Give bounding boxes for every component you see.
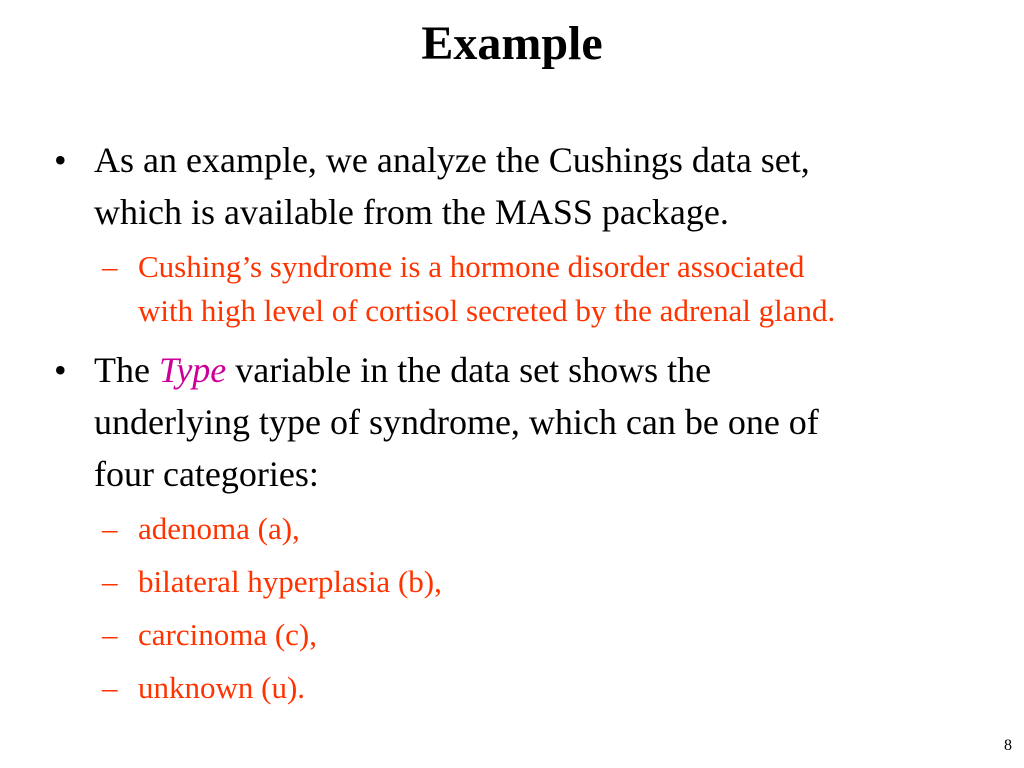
bullet-line: which is available from the MASS package.	[94, 192, 729, 232]
dash-marker: –	[102, 511, 118, 546]
slide-title: Example	[421, 17, 603, 70]
bullet-marker: •	[54, 140, 67, 180]
bullet-line	[94, 344, 994, 396]
category-item-carcinoma	[102, 613, 998, 657]
dash-marker: –	[102, 249, 118, 284]
bullet-text-prefix: The	[94, 350, 159, 390]
bullet-line: underlying type of syndrome, which can be one of	[94, 402, 819, 442]
bullet-type-variable	[54, 344, 994, 500]
sub-bullet-syndrome-definition	[102, 245, 998, 333]
sub-bullet-line: with high level of cortisol secreted by the adrenal gland.	[138, 293, 836, 328]
category-item-bilateral-hyperplasia	[102, 560, 998, 604]
bullet-text-suffix: variable in the data set shows the	[226, 350, 712, 390]
sub-bullet-line: Cushing’s syndrome is a hormone disorder associated	[138, 249, 805, 284]
category-item-unknown	[102, 666, 998, 710]
page-number: 8	[1004, 737, 1012, 754]
category-label: unknown (u).	[138, 670, 306, 705]
bullet-line: As an example, we analyze the Cushings data set,	[94, 140, 810, 180]
bullet-marker: •	[54, 350, 67, 390]
dash-marker: –	[102, 564, 118, 599]
bullet-line: four categories:	[94, 454, 319, 494]
dash-marker: –	[102, 670, 118, 705]
category-label: bilateral hyperplasia (b),	[138, 564, 442, 599]
dash-marker: –	[102, 617, 118, 652]
category-label: adenoma (a),	[138, 511, 300, 546]
category-label: carcinoma (c),	[138, 617, 317, 652]
type-variable-emphasis: Type	[158, 350, 227, 390]
category-item-adenoma	[102, 507, 998, 551]
bullet-cushings-dataset	[54, 134, 994, 238]
